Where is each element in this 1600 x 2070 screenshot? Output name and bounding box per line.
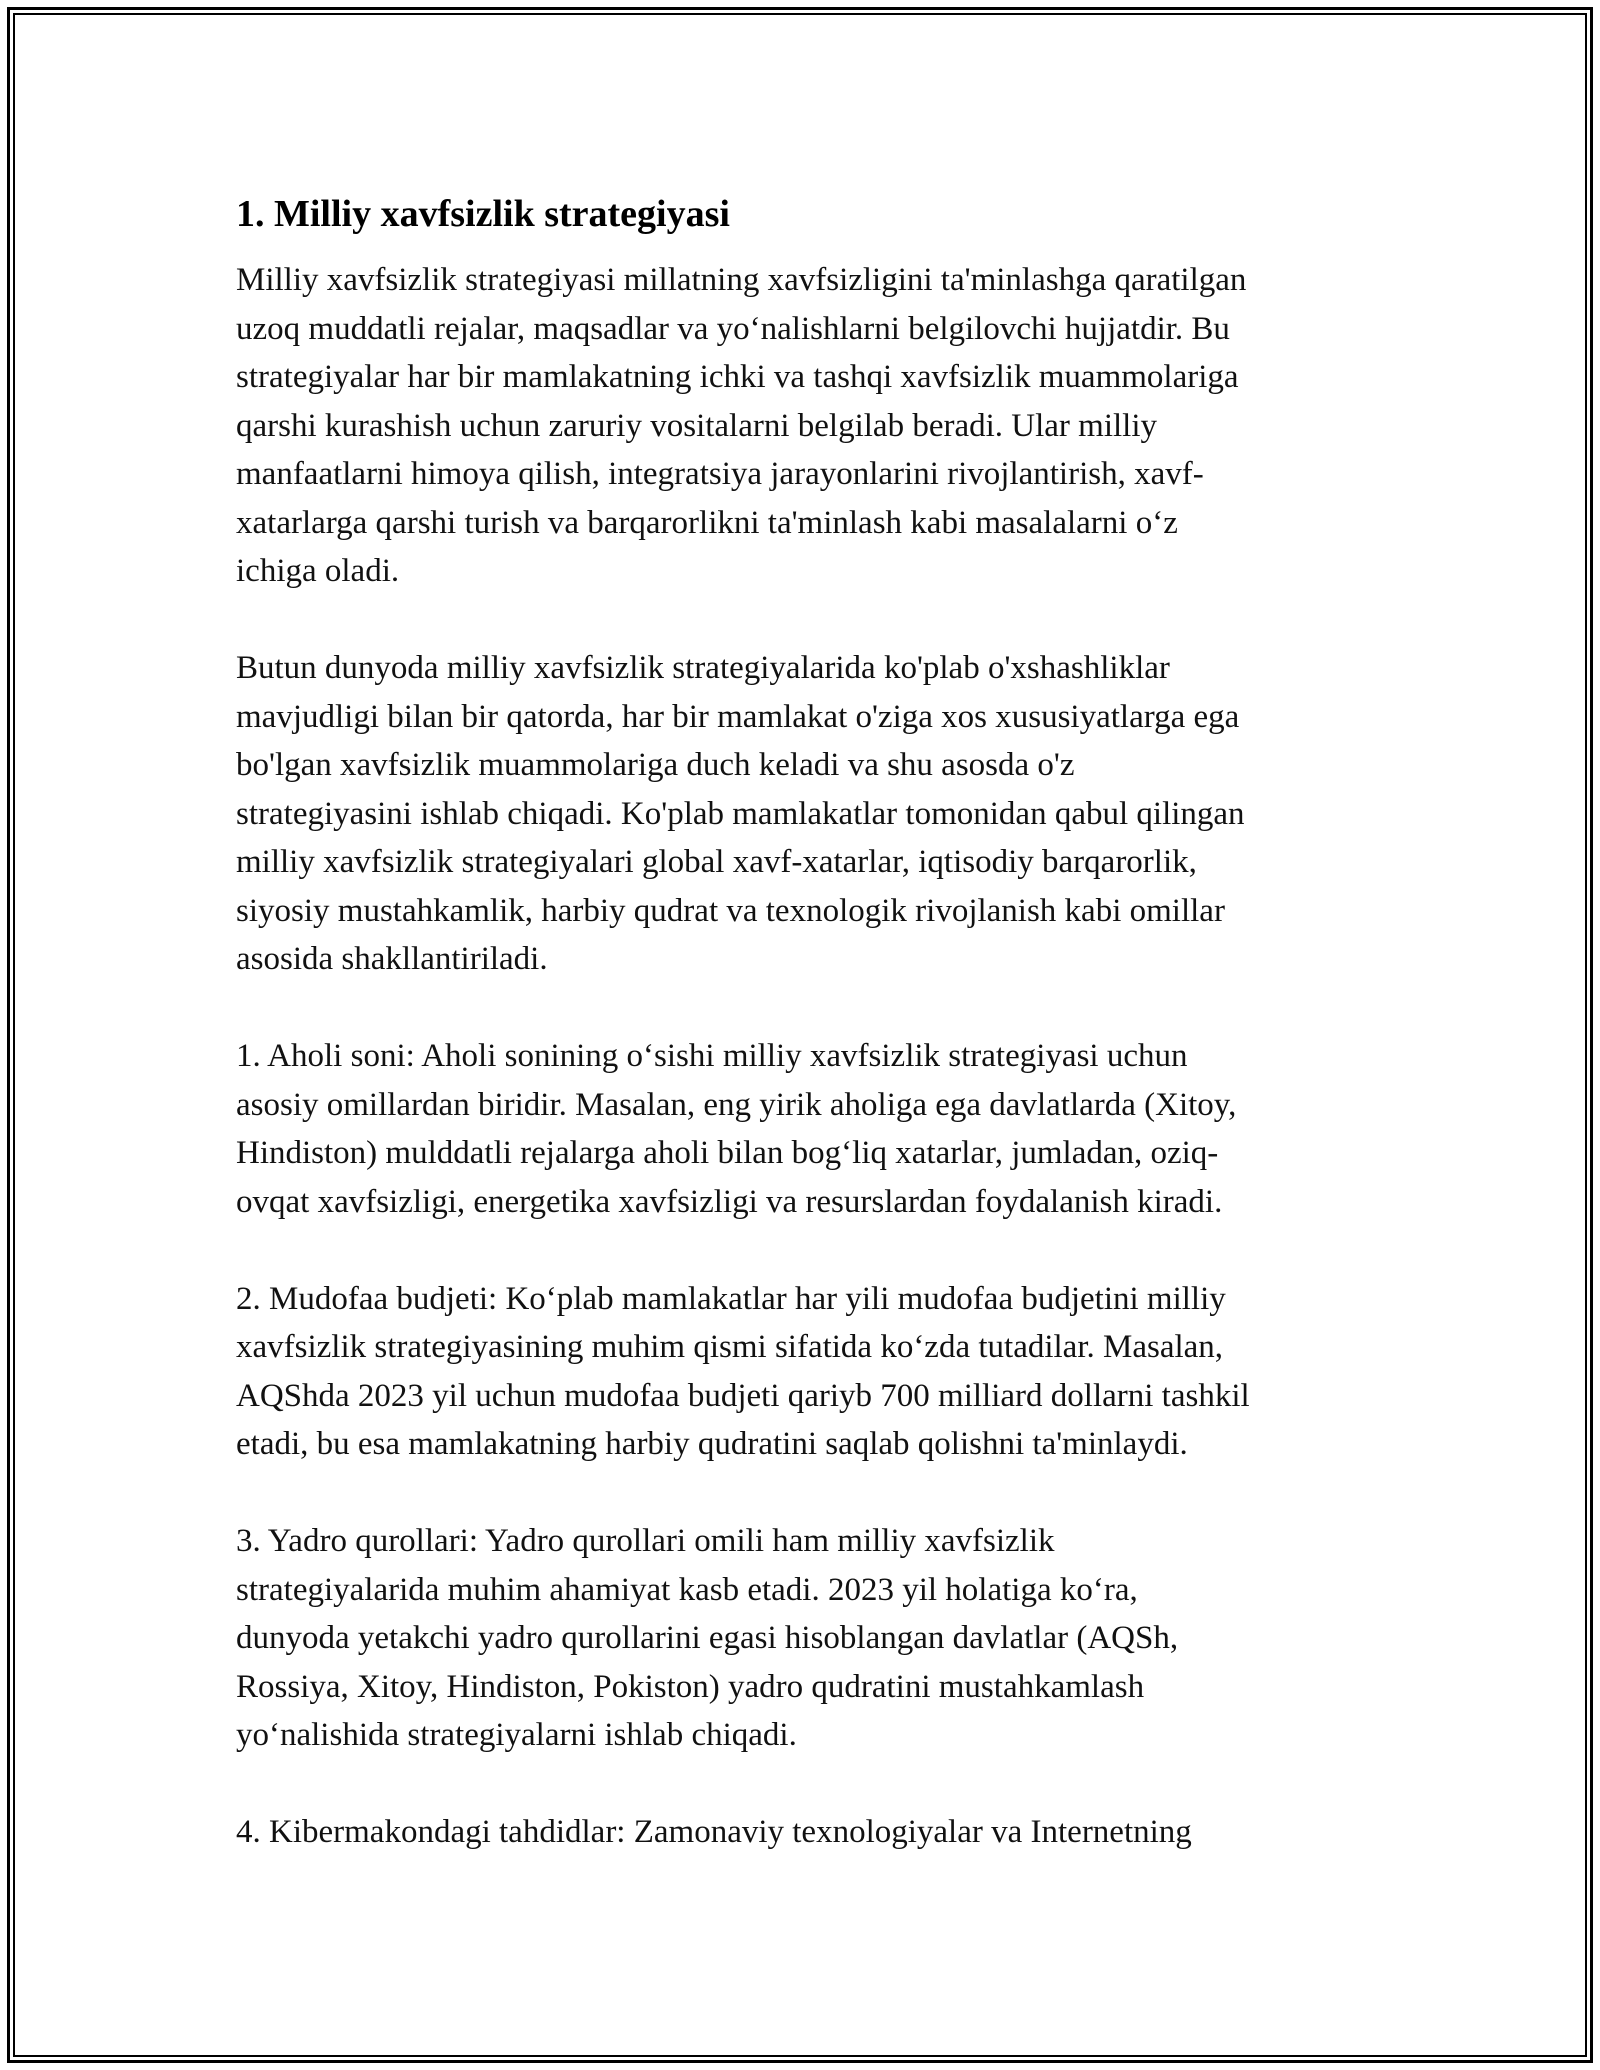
paragraph-global-context: Butun dunyoda milliy xavfsizlik strategiyalarida ko'plab o'xshashliklar mavjudligi bilan bir qatorda, har bir mamlakat o'ziga xos xususiyatlarga ega bo'lgan xavfsizlik muammolariga duch keladi va shu asosda o'z strategiyasini ishlab chiqadi. Ko'plab mamlakatlar tomonidan qabul qilingan milliy xavfsizlik strategiyalari global xavf-xatarlar, iqtisodiy barqarorlik, siyosiy mustahkamlik, harbiy qudrat va texnologik rivojlanish kabi omillar asosida shakllantiriladi. xyxy=(236,650,1245,977)
paragraph-population: 1. Aholi soni: Aholi sonining o‘sishi milliy xavfsizlik strategiyasi uchun asosiy omillardan biridir. Masalan, eng yirik aholiga ega davlatlarda (Xitoy, Hindiston) mulddatli rejalarga aholi bilan bog‘liq xatarlar, jumladan, oziq- ovqat xavfsizligi, energetika xavfsizligi va resurslardan foydalanish kiradi. xyxy=(236,1038,1237,1220)
section-heading: 1. Milliy xavfsizlik strategiyasi xyxy=(236,193,730,235)
paragraph-nuclear-weapons: 3. Yadro qurollari: Yadro qurollari omili ham milliy xavfsizlik strategiyalarida muhim ahamiyat kasb etadi. 2023 yil holatiga ko‘ra, dunyoda yetakchi yadro qurollarini egasi hisoblangan davlatlar (AQSh, Rossiya, Xitoy, Hindiston, Pokiston) yadro qudratini mustahkamlash yo‘nalishida strategiyalarni ishlab chiqadi. xyxy=(236,1523,1179,1753)
paragraph-defense-budget: 2. Mudofaa budjeti: Ko‘plab mamlakatlar har yili mudofaa budjetini milliy xavfsizlik strategiyasining muhim qismi sifatida ko‘zda tutadilar. Masalan, AQShda 2023 yil uchun mudofaa budjeti qariyb 700 milliard dollarni tashkil etadi, bu esa mamlakatning harbiy qudratini saqlab qolishni ta'minlaydi. xyxy=(236,1280,1250,1462)
paragraph-intro: Milliy xavfsizlik strategiyasi millatning xavfsizligini ta'minlashga qaratilgan uzoq muddatli rejalar, maqsadlar va yo‘nalishlarni belgilovchi hujjatdir. Bu strategiyalar har bir mamlakatning ichki va tashqi xavfsizlik muammolariga qarshi kurashish uchun zaruriy vositalarni belgilab beradi. Ular milliy manfaatlarni himoya qilish, integratsiya jarayonlarini rivojlantirish, xavf- xatarlarga qarshi turish va barqarorlikni ta'minlash kabi masalalarni o‘z ichiga oladi. xyxy=(236,262,1247,589)
document-body xyxy=(236,186,1368,1905)
paragraph-cyber-threats: 4. Kibermakondagi tahdidlar: Zamonaviy texnologiyalar va Internetning xyxy=(236,1814,1192,1850)
